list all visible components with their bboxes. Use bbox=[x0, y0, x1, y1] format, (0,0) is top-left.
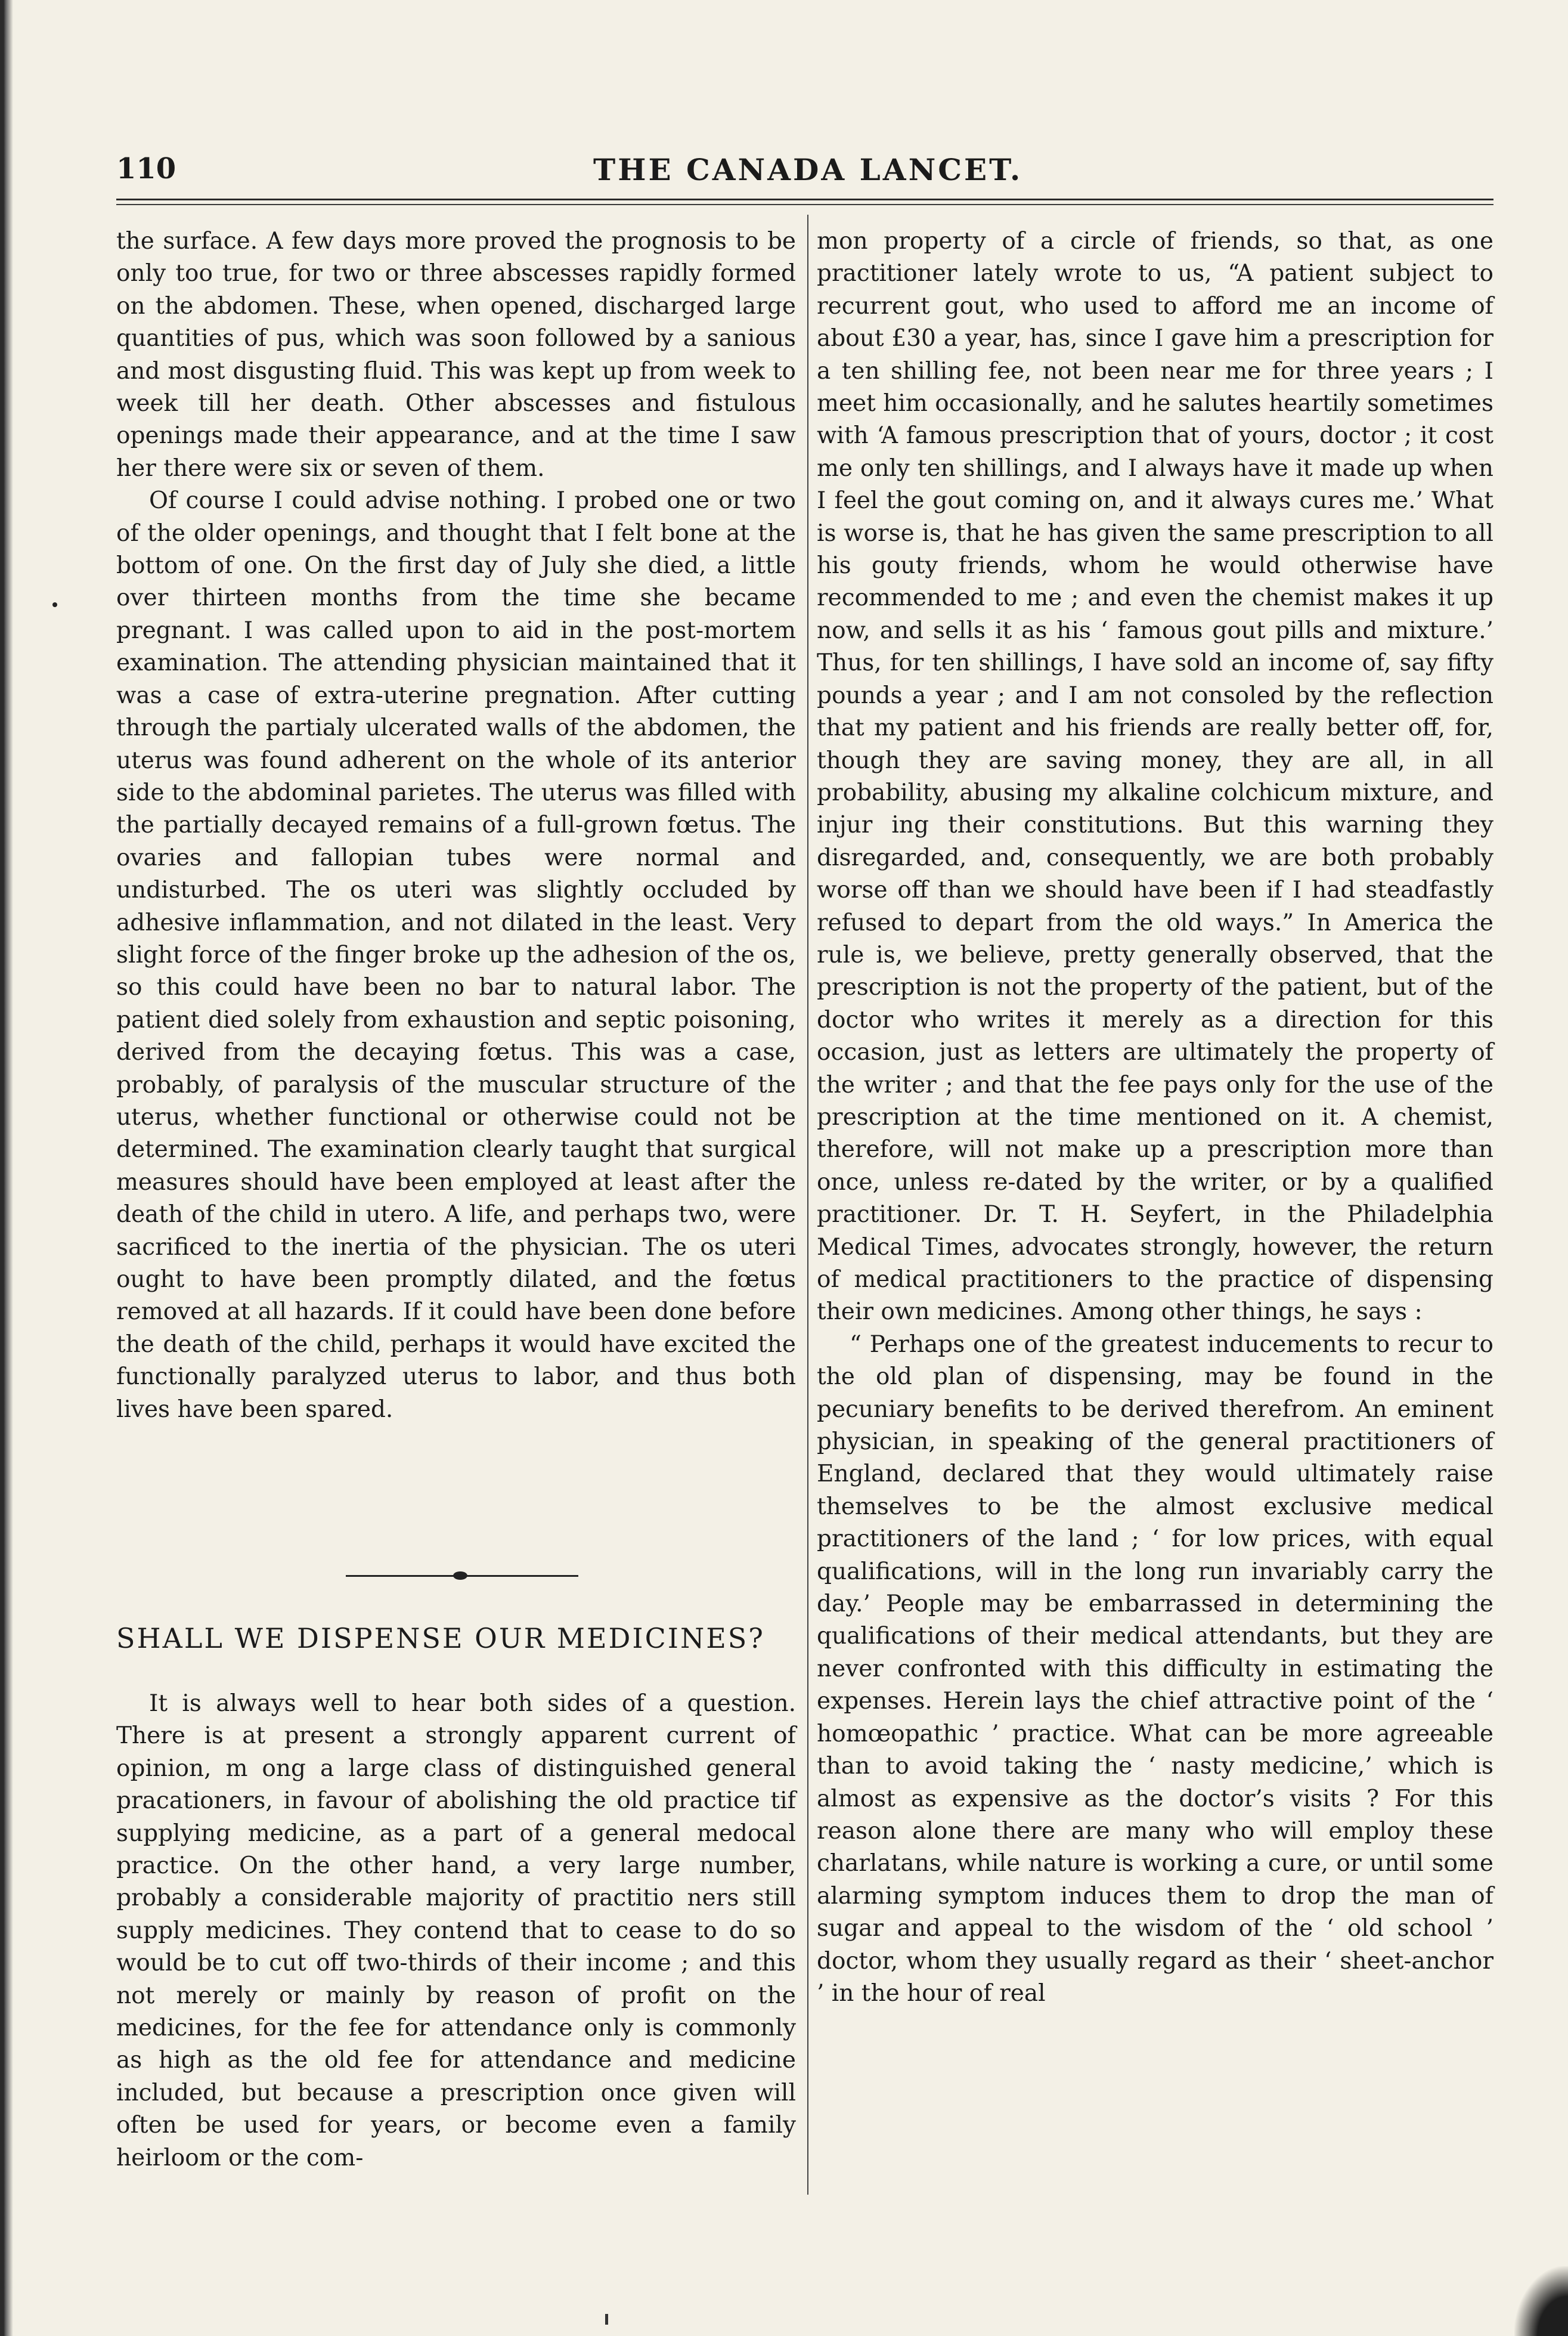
binding-shadow bbox=[0, 0, 13, 2336]
corner-ink-blot bbox=[1514, 2266, 1568, 2336]
stray-ink-dot bbox=[52, 602, 57, 607]
header-rule bbox=[116, 199, 1493, 200]
right-paragraph-1: mon property of a circle of friends, so that, as one practitioner lately wrote to us, “A patient subject to recurrent gout, who used to afford me an income of about £30 a year, has, since I gave him a prescription for a ten shilling fee, not been near me for three years ; I meet him occasionally, and he salutes heartily sometimes with ‘A famous prescription that of yours, doctor ; it cost me only ten shillings, and I always have it made up when I feel the gout coming on, and it always cures me.’ What is worse is, that he has given the same prescription to all his gouty friends, whom he would otherwise have recommended to me ; and even the chemist makes it up now, and sells it as his ‘ famous gout pills and mixture.’ Thus, for ten shillings, I have sold an income of, say fifty pounds a year ; and I am not consoled by the reflection that my patient and his friends are really better off, for, though they are saving money, they are all, in all probability, abusing my alkaline colchicum mixture, and injur ing their constitutions. But this warning they disregarded, and, consequently, we are both probably worse off than we should have been if I had steadfastly refused to depart from the old ways.” In America the rule is, we believe, pretty generally observed, that the prescription is not the property of the patient, but of the doctor who writes it merely as a direction for this occasion, just as letters are ultimately the property of the writer ; and that the fee pays only for the use of the prescription at the time mentioned on it. A chemist, therefore, will not make up a prescription more than once, unless re-dated by the writer, or by a qualified practitioner. Dr. T. H. Seyfert, in the Philadelphia Medical Times, advocates strongly, however, the return of medical practitioners to the practice of dispensing their own medicines. Among other things, he says : bbox=[817, 228, 1493, 1326]
header-rule-secondary bbox=[116, 204, 1493, 205]
section-separator bbox=[346, 1571, 578, 1580]
left-paragraph-1: the surface. A few days more proved the prognosis to be only too true, for two or three abscesses rapidly formed on the abdomen. These, when opened, discharged large quantities of pus, which was soon followed by a sanious and most disgusting fluid. This was kept up from week to week till her death. Other abscesses and fistulous openings made their appearance, and at the time I saw her there were six or seven of them. bbox=[116, 228, 796, 482]
separator-ornament bbox=[453, 1571, 467, 1580]
left-column-section bbox=[116, 1688, 796, 2174]
running-title: THE CANADA LANCET. bbox=[593, 152, 1023, 187]
bottom-ink-speck bbox=[605, 2314, 608, 2325]
right-paragraph-2: “ Perhaps one of the greatest inducements to recur to the old plan of dispensing, may be found in the pecuniary benefits to be derived therefrom. An eminent physician, in speaking of the general practitioners of England, declared that they would ultimately raise themselves to be the almost exclusive medical practitioners of the land ; ‘ for low prices, with equal qualifications, will in the long run invariably carry the day.’ People may be embarrassed in determining the qualifications of their medical attendants, but they are never confronted with this difficulty in estimating the expenses. Herein lays the chief attractive point of the ‘ homœopathic ’ practice. What can be more agreeable than to avoid taking the ‘ nasty medicine,’ which is almost as expensive as the doctor’s visits ? For this reason alone there are many who will employ these charlatans, while nature is working a cure, or until some alarming symptom induces them to drop the man of sugar and appeal to the wisdom of the ‘ old school ’ doctor, whom they usually regard as their ‘ sheet-anchor ’ in the hour of real bbox=[817, 1331, 1493, 2007]
page-number: 110 bbox=[116, 152, 176, 185]
left-column bbox=[116, 225, 796, 1426]
right-column bbox=[817, 225, 1493, 2010]
page-header bbox=[116, 146, 1076, 194]
column-divider bbox=[807, 215, 808, 2195]
left-paragraph-2: Of course I could advise nothing. I probed one or two of the older openings, and thought that I felt bone at the bottom of one. On the first day of July she died, a little over thirteen months from the time she became pregnant. I was called upon to aid in the post-mortem examination. The attending physician maintained that it was a case of extra-uterine pregnation. After cutting through the partialy ulcerated walls of the abdomen, the uterus was found adherent on the whole of its anterior side to the abdominal parietes. The uterus was filled with the partially decayed remains of a full-grown fœtus. The ovaries and fallopian tubes were normal and undisturbed. The os uteri was slightly occluded by adhesive inflammation, and not dilated in the least. Very slight force of the finger broke up the adhesion of the os, so this could have been no bar to natural labor. The patient died solely from exhaustion and septic poisoning, derived from the decaying fœtus. This was a case, probably, of paralysis of the muscular structure of the uterus, whether functional or otherwise could not be determined. The examination clearly taught that surgical measures should have been employed at least after the death of the child in utero. A life, and perhaps two, were sacrificed to the inertia of the physician. The os uteri ought to have been promptly dilated, and the fœtus removed at all hazards. If it could have been done before the death of the child, perhaps it would have excited the functionally paralyzed uterus to labor, and thus both lives have been spared. bbox=[116, 487, 796, 1423]
section-paragraph-1: It is always well to hear both sides of a question. There is at present a strongly apparent current of opinion, m ong a large class of distinguished general pracationers, in favour of abolishing the old practice tif supplying medicine, as a part of a general medocal practice. On the other hand, a very large number, probably a considerable majority of practitio ners still supply medicines. They contend that to cease to do so would be to cut off two-thirds of their income ; and this not merely or mainly by reason of profit on the medicines, for the fee for attendance only is commonly as high as the old fee for attendance and medicine included, but because a prescription once given will often be used for years, or become even a family heirloom or the com- bbox=[116, 1690, 796, 2171]
section-heading: SHALL WE DISPENSE OUR MEDICINES? bbox=[116, 1622, 765, 1654]
